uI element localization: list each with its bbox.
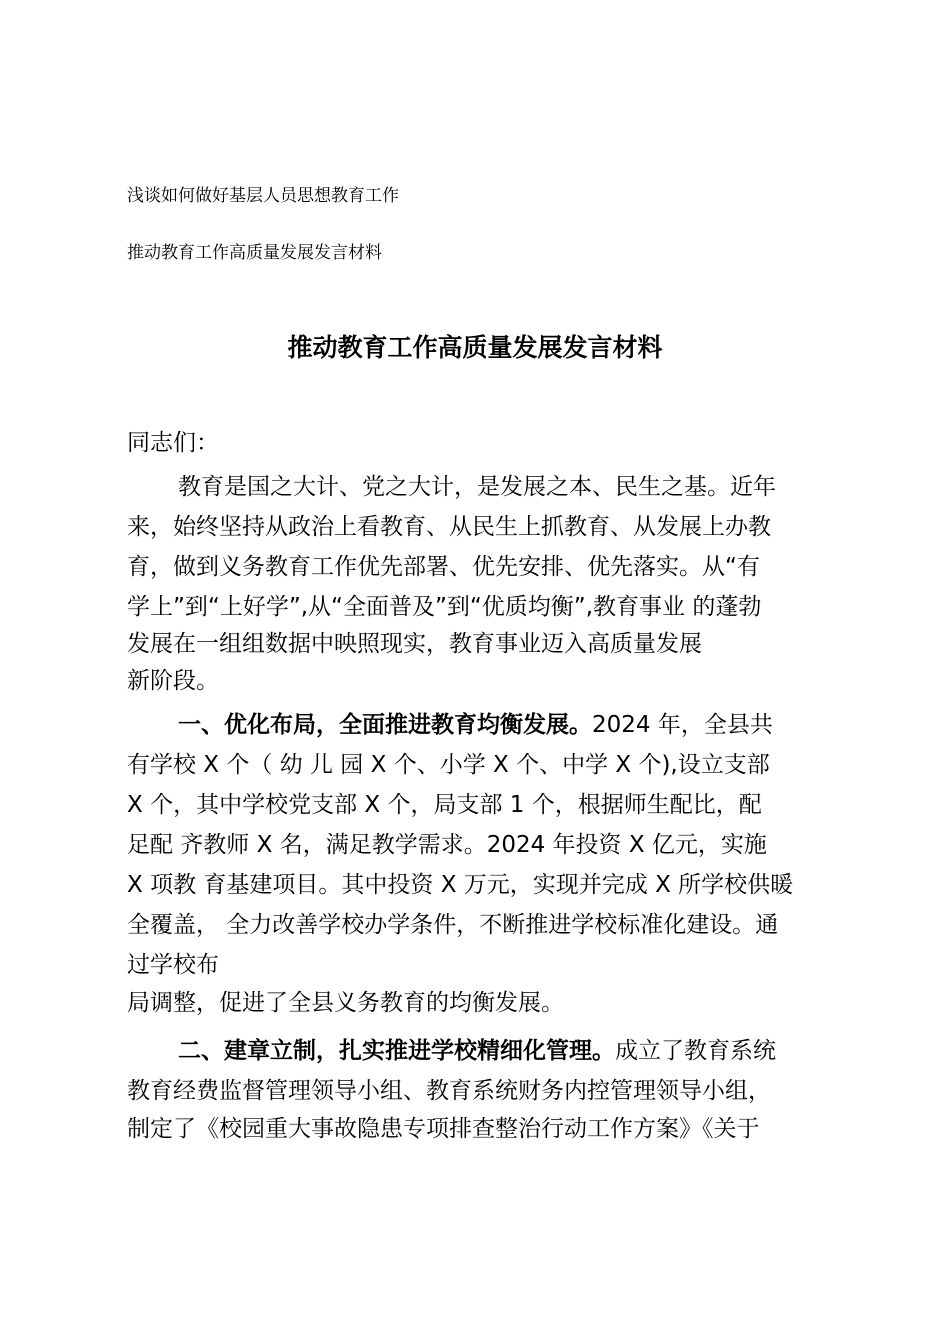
section2-first-line-text: 成立了教育系统	[615, 1038, 776, 1064]
section1-line-2: 有学校 X 个（ 幼 儿 园 X 个、小学 X 个、中学 X 个),设立支部	[127, 752, 770, 778]
section1-first-line-text: 2024 年，全县共	[592, 712, 773, 738]
section1-line-5: X 项教 育基建项目。其中投资 X 万元，实现并完成 X 所学校供暖	[127, 872, 794, 898]
section1-first-line	[178, 705, 773, 745]
section1-line-4: 足配 齐教师 X 名，满足教学需求。2024 年投资 X 亿元，实施	[127, 832, 767, 858]
intro-line-3: 育，做到义务教育工作优先部署、优先安排、优先落实。从“有	[127, 554, 760, 580]
section1-heading: 一、优化布局，全面推进教育均衡发展。	[178, 712, 592, 738]
section1-line-7: 过学校布	[127, 952, 219, 978]
section1-line-3: X 个，其中学校党支部 X 个，局支部 1 个，根据师生配比，配	[127, 792, 762, 818]
header-line-1: 浅谈如何做好基层人员思想教育工作	[127, 186, 399, 206]
intro-line-4: 学上”到“上好学”,从“全面普及”到“优质均衡”,教育事业 的蓬勃	[127, 594, 762, 620]
section2-line-2: 教育经费监督管理领导小组、教育系统财务内控管理领导小组，	[127, 1078, 771, 1104]
section2-heading: 二、建章立制，扎实推进学校精细化管理。	[178, 1038, 615, 1064]
intro-line-6: 新阶段。	[127, 668, 219, 694]
section2-first-line	[178, 1031, 776, 1071]
section2-line-3: 制定了《校园重大事故隐患专项排查整治行动工作方案》《关于	[127, 1116, 760, 1142]
section1-line-6: 全覆盖， 全力改善学校办学条件，不断推进学校标准化建设。通	[127, 912, 779, 938]
intro-line-1: 教育是国之大计、党之大计，是发展之本、民生之基。近年	[178, 474, 776, 500]
section1-line-8: 局调整，促进了全县义务教育的均衡发展。	[127, 990, 564, 1016]
document-title: 推动教育工作高质量发展发言材料	[287, 333, 663, 362]
header-line-2: 推动教育工作高质量发展发言材料	[127, 243, 382, 263]
intro-line-2: 来，始终坚持从政治上看教育、从民生上抓教育、从发展上办教	[127, 514, 771, 540]
intro-line-5: 发展在一组组数据中映照现实，教育事业迈入高质量发展	[127, 631, 702, 657]
salutation: 同志们：	[127, 430, 219, 456]
